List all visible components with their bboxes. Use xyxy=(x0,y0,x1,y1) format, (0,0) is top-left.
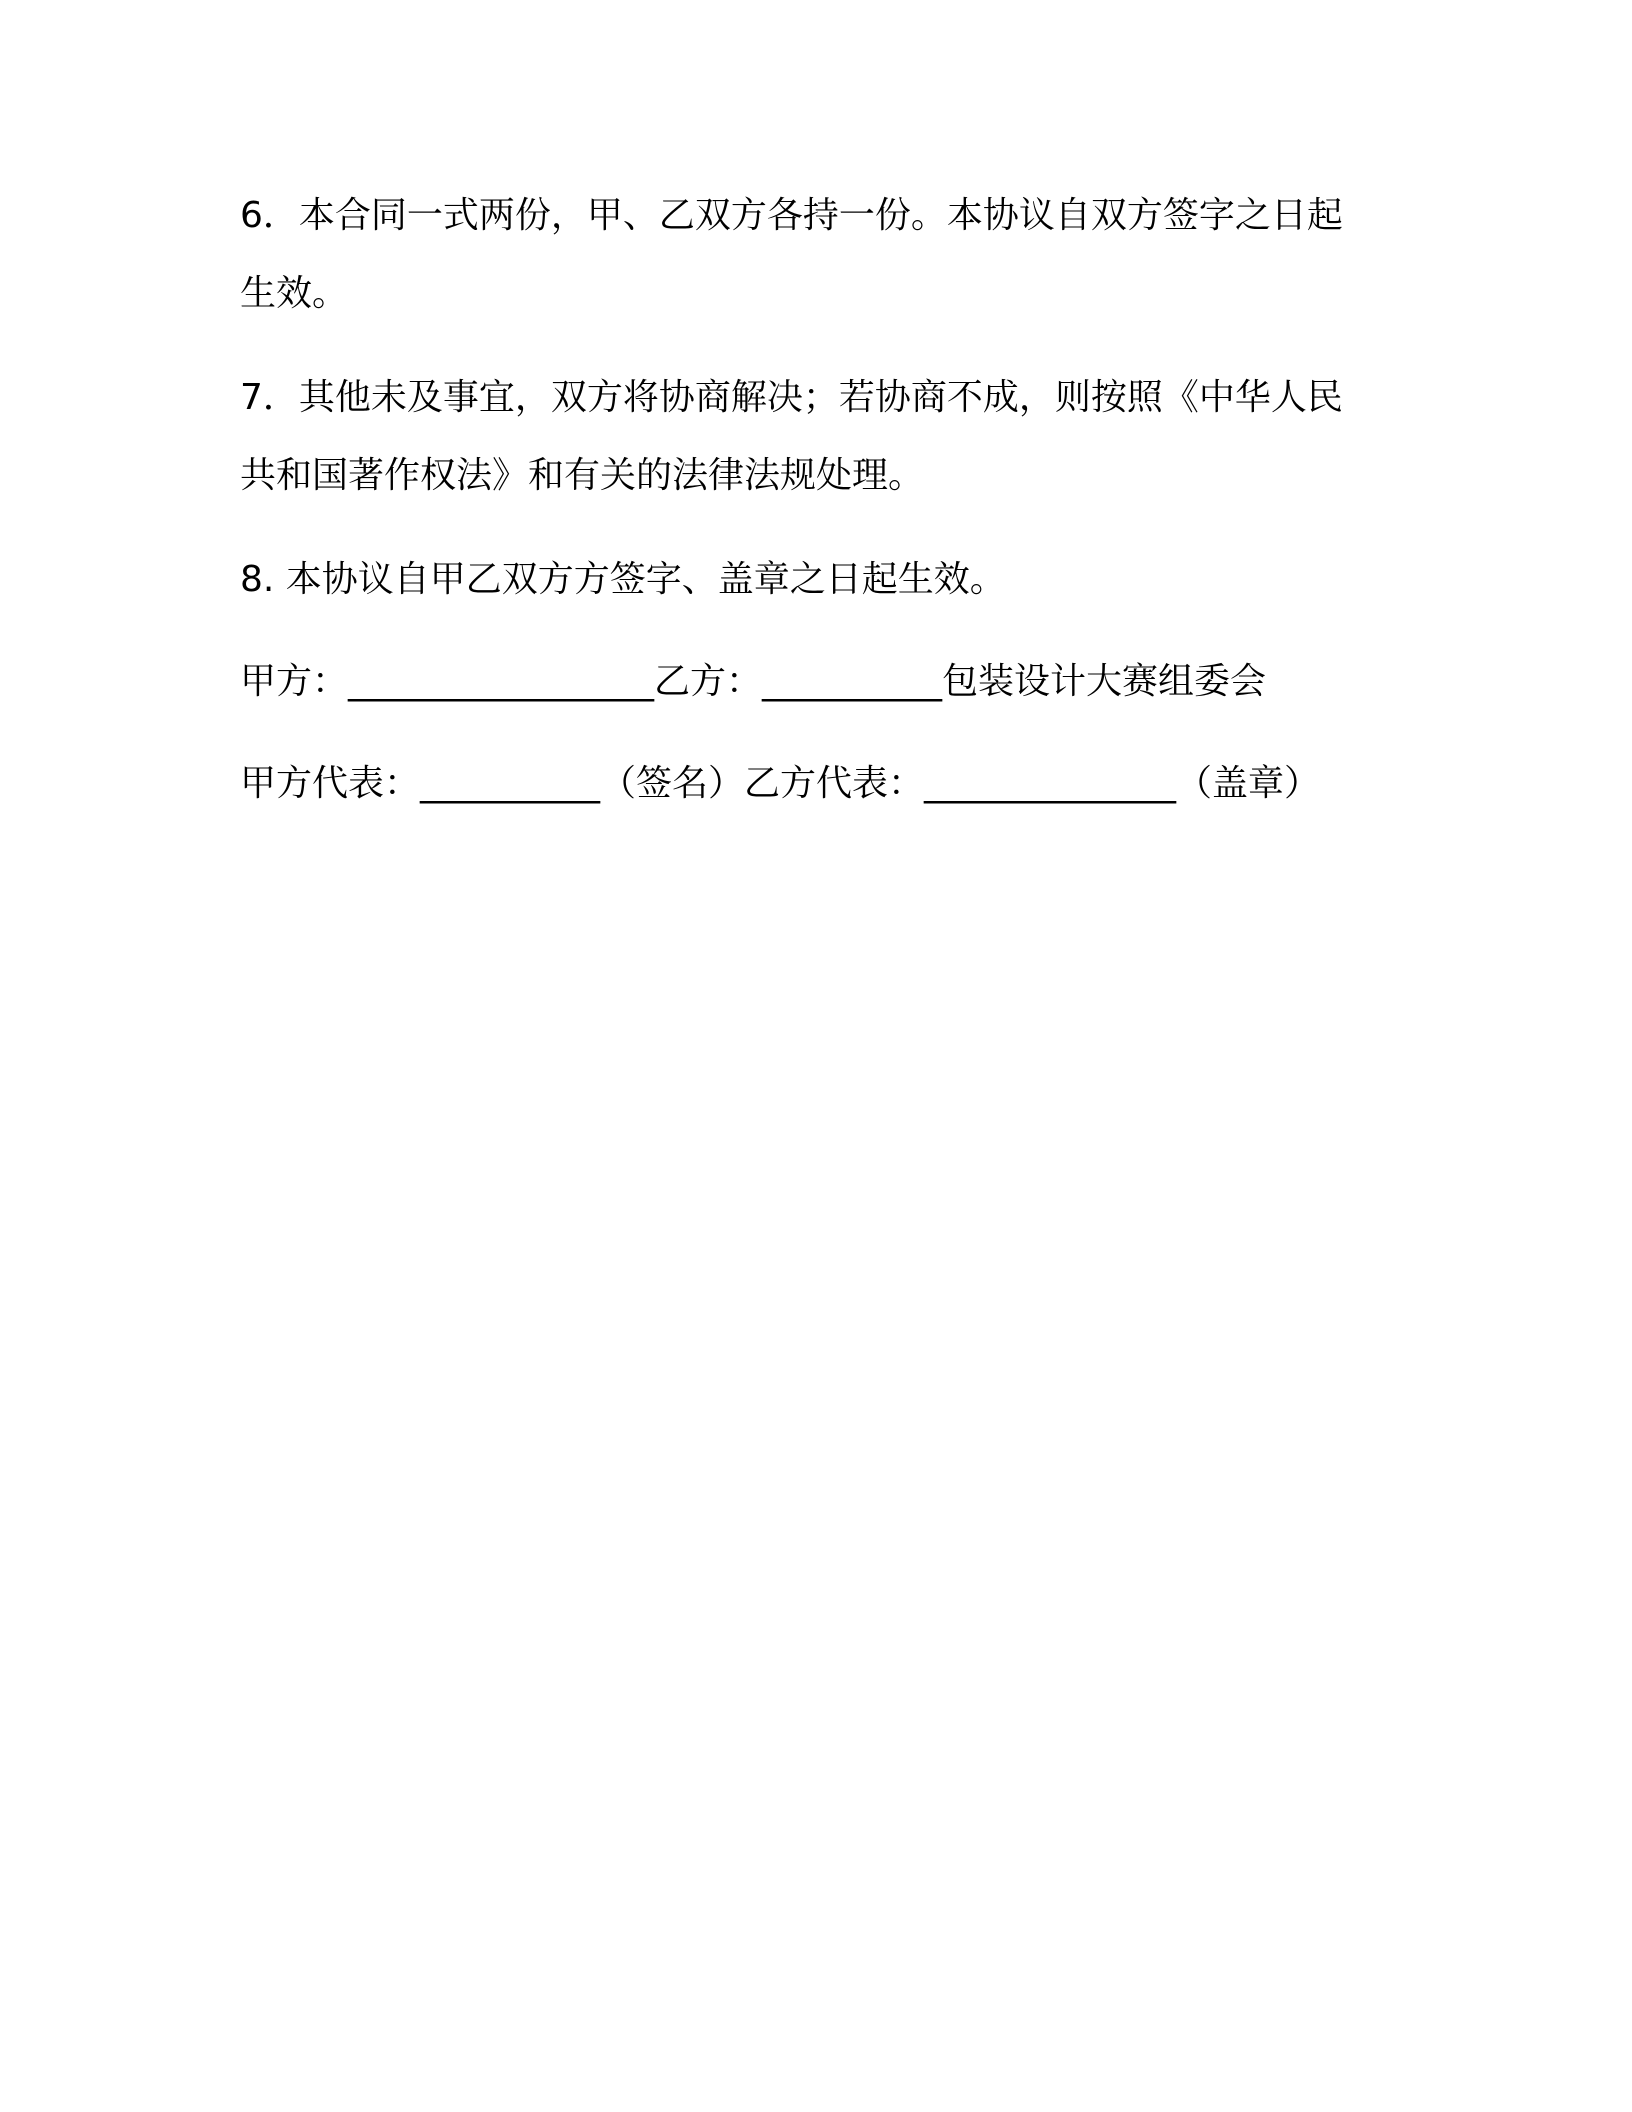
clause-7-line-1: 7．其他未及事宜，双方将协商解决；若协商不成，则按照《中华人民 xyxy=(240,377,1343,418)
representative-signature-row xyxy=(240,763,1321,804)
rep-b-note: （盖章） xyxy=(1176,763,1321,804)
party-b-label: 乙方： xyxy=(654,661,763,702)
party-a-blank: _________________ xyxy=(348,661,655,702)
party-b-blank: __________ xyxy=(762,661,943,702)
rep-a-label: 甲方代表： xyxy=(240,763,421,804)
rep-a-blank: __________ xyxy=(420,763,601,804)
clause-6-line-2: 生效。 xyxy=(240,273,349,314)
clause-6-line-1: 6．本合同一式两份，甲、乙双方各持一份。本协议自双方签字之日起 xyxy=(240,195,1343,236)
rep-b-blank: ______________ xyxy=(924,763,1177,804)
party-a-label: 甲方： xyxy=(240,661,349,702)
party-signature-row xyxy=(240,661,1267,702)
clause-8: 8. 本协议自甲乙双方方签字、盖章之日起生效。 xyxy=(240,559,1006,600)
rep-a-note: （签名） xyxy=(600,763,745,804)
party-b-name: 包装设计大赛组委会 xyxy=(942,661,1267,702)
rep-b-label: 乙方代表： xyxy=(744,763,925,804)
clause-7-line-2: 共和国著作权法》和有关的法律法规处理。 xyxy=(240,455,925,496)
